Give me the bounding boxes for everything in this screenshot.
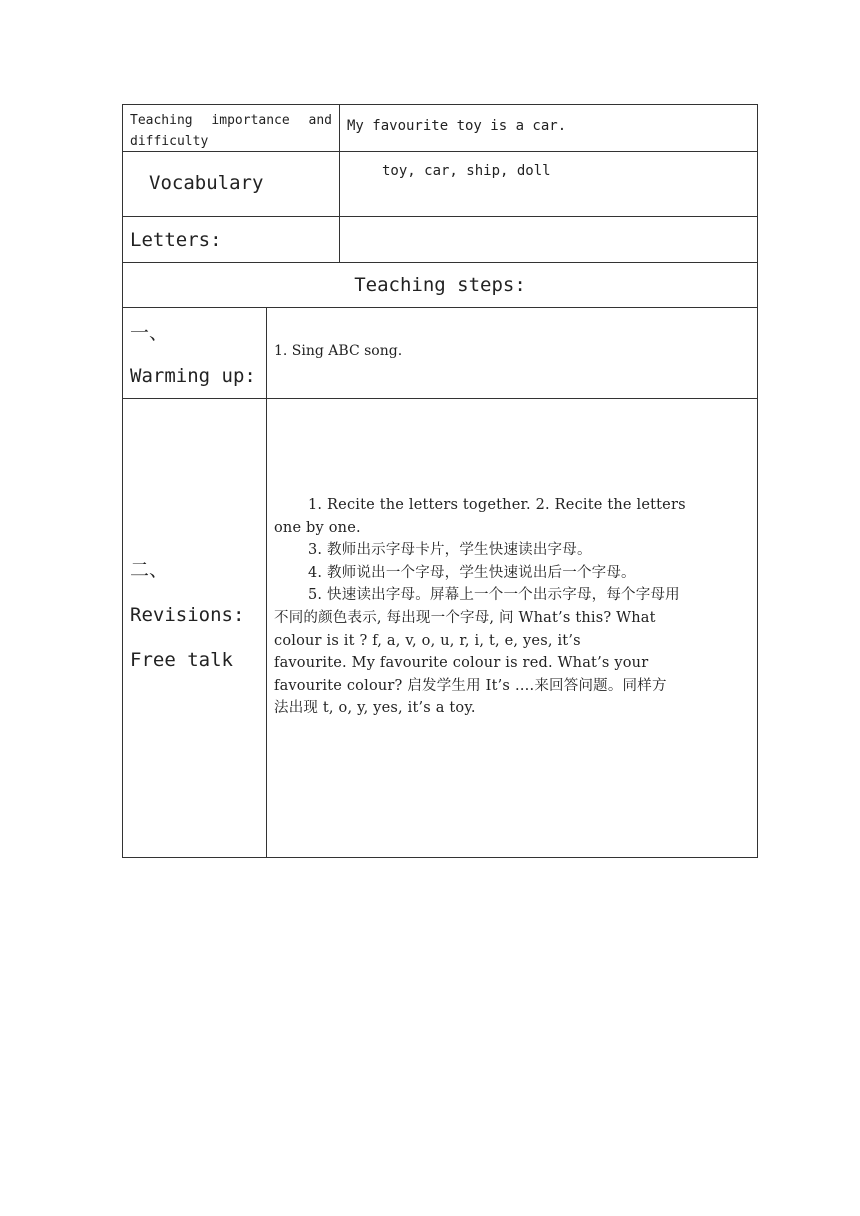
- steps-heading-cell: [123, 263, 757, 307]
- revisions-line: one by one.: [274, 519, 361, 536]
- revisions-line: 3. 教师出示字母卡片，学生快速读出字母。: [308, 542, 592, 559]
- warming-content-cell: [266, 308, 757, 398]
- letters-label-cell: [123, 217, 339, 262]
- revisions-line: 法出现 t, o, y, yes, it’s a toy.: [274, 700, 476, 717]
- steps-heading-row: [122, 262, 758, 307]
- revisions-line: favourite colour? 启发学生用 It’s ….来回答问题。同样方: [274, 677, 667, 694]
- steps-heading: Teaching steps:: [354, 274, 526, 296]
- revisions-line: colour is it ? f, a, v, o, u, r, i, t, e, yes, it’s: [274, 632, 581, 649]
- vocabulary-value: toy, car, ship, doll: [382, 163, 551, 179]
- importance-value: My favourite toy is a car.: [347, 118, 567, 134]
- revisions-label-cell: [123, 399, 266, 857]
- warming-row: [122, 307, 758, 398]
- letters-row: [122, 216, 758, 262]
- revisions-line: 5. 快速读出字母。屏幕上一个一个出示字母，每个字母用: [308, 587, 680, 604]
- importance-row: [122, 104, 758, 151]
- warming-label: Warming up:: [130, 365, 256, 387]
- revisions-content-cell: [266, 399, 757, 857]
- revisions-number: 二、: [130, 559, 169, 581]
- revisions-label-2: Free talk: [130, 649, 233, 671]
- revisions-line: 4. 教师说出一个字母，学生快速说出后一个字母。: [308, 564, 636, 581]
- lesson-plan-table: [122, 104, 760, 857]
- vocabulary-label: Vocabulary: [149, 172, 264, 194]
- vocabulary-label-cell: [123, 152, 339, 216]
- revisions-label: Revisions:: [130, 604, 245, 626]
- revisions-line: favourite. My favourite colour is red. What’s your: [274, 655, 649, 672]
- letters-label: Letters:: [130, 229, 222, 251]
- importance-label-line-1: Teaching importance and: [130, 113, 332, 128]
- revisions-line: 1. Recite the letters together. 2. Recite the letters: [308, 497, 686, 513]
- letters-value-cell: [339, 217, 757, 262]
- importance-value-cell: [339, 105, 757, 151]
- warming-content: 1. Sing ABC song.: [274, 343, 403, 359]
- revisions-row: [122, 398, 758, 858]
- importance-label-line-2: difficulty: [130, 134, 209, 149]
- importance-label-cell: [123, 105, 339, 151]
- warming-number: 一、: [130, 322, 169, 344]
- vocabulary-row: [122, 151, 758, 216]
- revisions-line: 不同的颜色表示, 每出现一个字母, 问 What’s this? What: [274, 609, 656, 626]
- vocabulary-value-cell: [339, 152, 757, 216]
- warming-label-cell: [123, 308, 266, 398]
